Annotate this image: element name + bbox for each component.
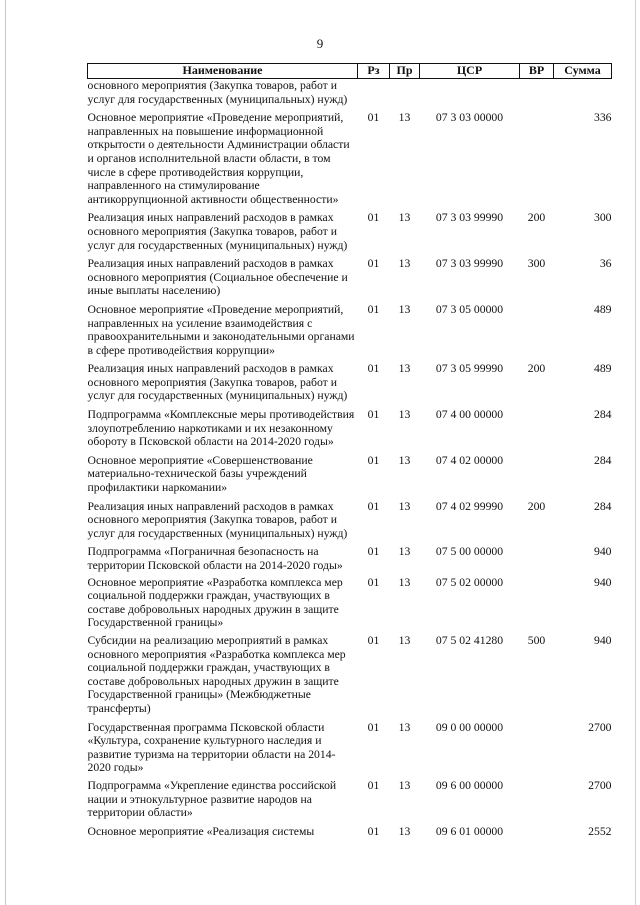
- cell-name: Реализация иных направлений расходов в рамках основного мероприятия (Закупка товаров, работ и услуг для государственных (муниципальных) нужд): [87, 362, 348, 403]
- cell-vr: [520, 543, 554, 574]
- cell-rz: 01: [367, 499, 380, 513]
- cell-sum: 489: [593, 302, 612, 316]
- cell-csr: 07 5 00 00000: [435, 545, 504, 559]
- header-rz: Рз: [358, 64, 390, 79]
- cell-sum: 2700: [588, 720, 612, 734]
- table-body: [88, 79, 612, 839]
- cell-csr: 07 3 03 00000: [435, 111, 504, 125]
- cell-name: Подпрограмма «Комплексные меры противодействия злоупотреблению наркотиками и их незаконному обороту в Псковской области на 2014-2020 годы»: [87, 408, 355, 449]
- cell-sum: 36: [599, 257, 612, 271]
- cell-pr: 13: [398, 824, 411, 838]
- cell-pr: 13: [398, 499, 411, 513]
- cell-sum: 300: [593, 211, 612, 225]
- cell-pr: 13: [398, 257, 411, 271]
- cell-csr: 07 3 05 99990: [435, 362, 504, 376]
- table-row: [88, 497, 612, 543]
- header-vr: ВР: [520, 64, 554, 79]
- cell-csr: 07 3 03 99990: [435, 211, 504, 225]
- table-row: [88, 777, 612, 822]
- table-row: [88, 822, 612, 838]
- cell-csr: 09 0 00 00000: [435, 720, 504, 734]
- table-row: [88, 300, 612, 359]
- cell-vr: 200: [527, 499, 546, 513]
- cell-sum: 2700: [588, 778, 612, 792]
- cell-csr: 07 5 02 41280: [435, 633, 504, 647]
- cell-vr: [520, 822, 554, 838]
- cell-rz: 01: [367, 111, 380, 125]
- cell-vr: 200: [527, 211, 546, 225]
- scan-edge-left: [5, 0, 6, 905]
- header-pr: Пр: [390, 64, 420, 79]
- cell-pr: [390, 79, 420, 109]
- cell-name: Подпрограмма «Укрепление единства российской нации и этнокультурное развитие народов на территории области»: [87, 778, 337, 820]
- page-number: 9: [316, 36, 324, 51]
- cell-csr: 07 4 00 00000: [435, 408, 504, 422]
- cell-rz: 01: [367, 575, 380, 589]
- cell-name: Государственная программа Псковской области «Культура, сохранение культурного наследия и развитие туризма на территории области на 2014-2020 годы»: [87, 720, 336, 775]
- scan-edge-right: [635, 0, 636, 905]
- cell-vr: [520, 79, 554, 109]
- cell-name: Основное мероприятие «Проведение мероприятий, направленных на усиление взаимодействия с правоохранительными и законодательными органами в сфере противодействия коррупции»: [87, 302, 355, 357]
- cell-vr: [520, 718, 554, 777]
- table-row: [88, 406, 612, 452]
- cell-rz: 01: [367, 545, 380, 559]
- cell-sum: [554, 79, 612, 109]
- cell-sum: 489: [593, 362, 612, 376]
- cell-pr: 13: [398, 111, 411, 125]
- cell-rz: 01: [367, 453, 380, 467]
- cell-pr: 13: [398, 545, 411, 559]
- cell-sum: 284: [593, 408, 612, 422]
- cell-name: Основное мероприятие «Реализация системы: [87, 824, 315, 838]
- cell-pr: 13: [398, 575, 411, 589]
- cell-sum: 2552: [588, 824, 612, 838]
- cell-name: основного мероприятия (Закупка товаров, работ и услуг для государственных (муниципальных) нужд): [87, 79, 348, 106]
- cell-name: Реализация иных направлений расходов в рамках основного мероприятия (Закупка товаров, работ и услуг для государственных (муниципальных) нужд): [87, 499, 348, 540]
- cell-rz: 01: [367, 824, 380, 838]
- cell-rz: 01: [367, 408, 380, 422]
- header-name: Наименование: [88, 64, 358, 79]
- cell-rz: 01: [367, 362, 380, 376]
- cell-name: Подпрограмма «Пограничная безопасность на территории Псковской области на 2014-2020 годы»: [87, 545, 343, 572]
- cell-vr: [520, 406, 554, 452]
- cell-pr: 13: [398, 778, 411, 792]
- table-row: [88, 255, 612, 301]
- cell-csr: 09 6 01 00000: [435, 824, 504, 838]
- cell-name: Основное мероприятие «Совершенствование материально-технической базы учреждений профилактики наркомании»: [87, 453, 313, 495]
- cell-pr: 13: [398, 453, 411, 467]
- cell-rz: 01: [367, 211, 380, 225]
- table-row: [88, 451, 612, 497]
- table-row: [88, 79, 612, 109]
- table-row: [88, 360, 612, 406]
- cell-rz: 01: [367, 633, 380, 647]
- cell-vr: [520, 300, 554, 359]
- cell-sum: 336: [593, 111, 612, 125]
- table-row: [88, 632, 612, 718]
- cell-name: Субсидии на реализацию мероприятий в рамках основного мероприятия «Разработка комплекса мер социальной поддержки граждан, участвующих в составе добровольных народных дружин в защите Государственной границы» (Межбюджетные трансферты): [87, 633, 346, 715]
- table-row: [88, 543, 612, 574]
- cell-rz: [358, 79, 390, 109]
- cell-vr: [520, 574, 554, 632]
- cell-csr: 07 5 02 00000: [435, 575, 504, 589]
- cell-name: Реализация иных направлений расходов в рамках основного мероприятия (Закупка товаров, работ и услуг для государственных (муниципальных) нужд): [87, 211, 348, 252]
- cell-rz: 01: [367, 257, 380, 271]
- table-row: [88, 718, 612, 777]
- cell-pr: 13: [398, 408, 411, 422]
- cell-sum: 284: [593, 499, 612, 513]
- cell-rz: 01: [367, 720, 380, 734]
- table-row: [88, 574, 612, 632]
- cell-pr: 13: [398, 362, 411, 376]
- cell-csr: 07 3 03 99990: [435, 257, 504, 271]
- cell-vr: 200: [527, 362, 546, 376]
- cell-vr: [520, 109, 554, 209]
- cell-sum: 940: [593, 633, 612, 647]
- table-row: [88, 209, 612, 255]
- cell-vr: [520, 777, 554, 822]
- cell-vr: 300: [527, 257, 546, 271]
- budget-table: [87, 63, 612, 838]
- cell-name: Реализация иных направлений расходов в рамках основного мероприятия (Социальное обеспечение и иные выплаты населению): [87, 257, 348, 298]
- table-row: [88, 109, 612, 209]
- cell-pr: 13: [398, 302, 411, 316]
- cell-sum: 284: [593, 453, 612, 467]
- cell-pr: 13: [398, 211, 411, 225]
- cell-rz: 01: [367, 778, 380, 792]
- cell-name: Основное мероприятие «Разработка комплекса мер социальной поддержки граждан, участвующих в составе добровольных народных дружин в защите Государственной границы»: [87, 575, 343, 630]
- table-header: [88, 64, 612, 79]
- cell-vr: [520, 451, 554, 497]
- header-csr: ЦСР: [420, 64, 520, 79]
- cell-name: Основное мероприятие «Проведение мероприятий, направленных на повышение информационной открытости о деятельности Администрации области и органов исполнительной власти области, в том числе в сфере противодействия коррупции, направленного на стимулирование антикоррупционной активности общественности»: [87, 111, 350, 206]
- header-sum: Сумма: [554, 64, 612, 79]
- cell-vr: 500: [527, 633, 546, 647]
- cell-csr: 07 4 02 00000: [435, 453, 504, 467]
- cell-csr: 09 6 00 00000: [435, 778, 504, 792]
- cell-csr: [420, 79, 520, 109]
- cell-pr: 13: [398, 720, 411, 734]
- cell-sum: 940: [593, 575, 612, 589]
- cell-rz: 01: [367, 302, 380, 316]
- cell-pr: 13: [398, 633, 411, 647]
- cell-csr: 07 4 02 99990: [435, 499, 504, 513]
- cell-sum: 940: [593, 545, 612, 559]
- cell-csr: 07 3 05 00000: [435, 302, 504, 316]
